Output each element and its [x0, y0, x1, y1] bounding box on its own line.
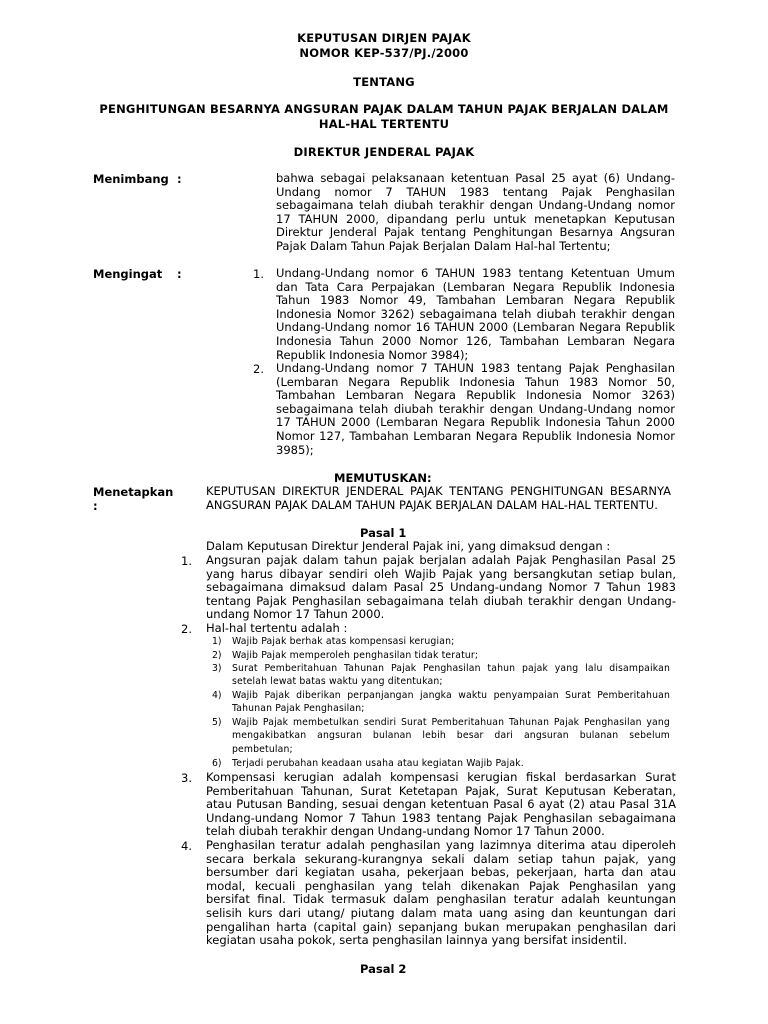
- header-title-line-1: PENGHITUNGAN BESARNYA ANGSURAN PAJAK DALAM TAHUN PAJAK BERJALAN DALAM: [99, 102, 669, 116]
- header-line-2: NOMOR KEP-537/PJ./2000: [299, 46, 469, 60]
- pasal-1-item-3-number: 3.: [181, 771, 192, 785]
- subitem-2-number: 2): [212, 650, 222, 661]
- subitem-4-number: 4): [212, 690, 222, 701]
- subitem-3-text: Surat Pemberitahuan Tahunan Pajak Penghasilan tahun pajak yang lalu disampaikan setelah lewat batas waktu yang ditentukan;: [232, 663, 670, 688]
- menimbang-text: bahwa sebagai pelaksanaan ketentuan Pasal 25 ayat (6) Undang-Undang nomor 7 TAHUN 1983 tentang Pajak Penghasilan sebagaimana telah diubah terakhir dengan Undang-Undang nomor 17 TAHUN 2000, dipandang perlu untuk menetapkan Keputusan Direktur Jenderal Pajak tentang Penghitungan Besarnya Angsuran Pajak Dalam Tahun Pajak Berjalan Dalam Hal-hal Tertentu;: [276, 171, 675, 253]
- subitem-1-text: Wajib Pajak berhak atas kompensasi kerugian;: [232, 636, 455, 647]
- mengingat-item-2-number: 2.: [253, 362, 264, 376]
- pasal-1-title: Pasal 1: [360, 526, 407, 540]
- menetapkan-colon: :: [93, 499, 98, 513]
- header-title-line-2: HAL-HAL TERTENTU: [318, 117, 450, 131]
- header-tentang: TENTANG: [353, 75, 415, 89]
- menimbang-colon: :: [177, 172, 182, 186]
- subitem-4-text: Wajib Pajak diberikan perpanjangan jangka waktu penyampaian Surat Pemberitahuan Tahunan Pajak Penghasilan;: [232, 690, 670, 715]
- pasal-1-item-2-number: 2.: [181, 622, 192, 636]
- menetapkan-text: KEPUTUSAN DIREKTUR JENDERAL PAJAK TENTANG PENGHITUNGAN BESARNYA ANGSURAN PAJAK DALAM TAHUN PAJAK BERJALAN DALAM HAL-HAL TERTENTU.: [206, 484, 671, 512]
- subitem-1-number: 1): [212, 636, 222, 647]
- mengingat-colon: :: [177, 267, 182, 281]
- menetapkan-label: Menetapkan: [93, 485, 174, 499]
- subitem-2-text: Wajib Pajak memperoleh penghasilan tidak teratur;: [232, 650, 479, 661]
- header-official: DIREKTUR JENDERAL PAJAK: [293, 145, 475, 159]
- memutuskan-heading: MEMUTUSKAN:: [334, 471, 432, 485]
- pasal-1-item-3-text: Kompensasi kerugian adalah kompensasi kerugian fiskal berdasarkan Surat Pemberitahuan Tahunan, Surat Ketetapan Pajak, Surat Keputusan Keberatan, atau Putusan Banding, sesuai dengan ketentuan Pasal 6 ayat (2) atau Pasal 31A Undang-undang Nomor 7 Tahun 1983 tentang Pajak Penghasilan sebagaimana telah diubah terakhir dengan Undang-undang Nomor 17 Tahun 2000.: [206, 770, 676, 839]
- pasal-1-item-1-number: 1.: [181, 554, 192, 568]
- subitem-6-text: Terjadi perubahan keadaan usaha atau kegiatan Wajib Pajak.: [232, 758, 524, 769]
- menimbang-label: Menimbang: [93, 172, 169, 186]
- pasal-1-item-4-text: Penghasilan teratur adalah penghasilan yang lazimnya diterima atau diperoleh secara berkala sekurang-kurangnya sekali dalam setiap tahun pajak, yang bersumber dari kegiatan usaha, pekerjaan bebas, pekerjaan, harta dan atau modal, kecuali penghasilan yang telah dikenakan Pajak Penghasilan yang bersifat final. Tidak termasuk dalam penghasilan teratur adalah keuntungan selisih kurs dari utang/ piutang dalam mata uang asing dan keuntungan dari pengalihan harta (capital gain) sepanjang bukan merupakan penghasilan dari kegiatan usaha pokok, serta penghasilan lainnya yang bersifat insidentil.: [206, 838, 676, 948]
- header-line-1: KEPUTUSAN DIRJEN PAJAK: [297, 31, 471, 45]
- mengingat-label: Mengingat: [93, 267, 163, 281]
- subitem-5-text: Wajib Pajak membetulkan sendiri Surat Pemberitahuan Tahunan Pajak Penghasilan yang mengakibatkan angsuran bulanan lebih besar dari angsuran bulanan sebelum pembetulan;: [232, 717, 670, 755]
- mengingat-item-1-number: 1.: [253, 267, 264, 281]
- pasal-1-item-1-text: Angsuran pajak dalam tahun pajak berjalan adalah Pajak Penghasilan Pasal 25 yang harus dibayar sendiri oleh Wajib Pajak yang bersangkutan setiap bulan, sebagaimana dimaksud dalam Pasal 25 Undang-undang Nomor 7 Tahun 1983 tentang Pajak Penghasilan sebagaimana telah diubah terakhir dengan Undang-undang Nomor 17 Tahun 2000.: [206, 553, 676, 622]
- pasal-1-item-4-number: 4.: [181, 839, 192, 853]
- pasal-1-item-2-text: Hal-hal tertentu adalah :: [206, 621, 348, 635]
- pasal-2-title: Pasal 2: [360, 962, 407, 976]
- subitem-6-number: 6): [212, 758, 222, 769]
- pasal-1-intro: Dalam Keputusan Direktur Jenderal Pajak ini, yang dimaksud dengan :: [206, 539, 611, 553]
- subitem-5-number: 5): [212, 717, 222, 728]
- subitem-3-number: 3): [212, 663, 222, 674]
- mengingat-item-1-text: Undang-Undang nomor 6 TAHUN 1983 tentang Ketentuan Umum dan Tata Cara Perpajakan (Lembaran Negara Republik Indonesia Tahun 1983 Nomor 49, Tambahan Lembaran Negara Republik Indonesia Nomor 3262) sebagaimana telah diubah terakhir dengan Undang-Undang nomor 16 TAHUN 2000 (Lembaran Negara Republik Indonesia Tahun 2000 Nomor 126, Tambahan Lembaran Negara Republik Indonesia Nomor 3984);: [276, 266, 675, 362]
- mengingat-item-2-text: Undang-Undang nomor 7 TAHUN 1983 tentang Pajak Penghasilan (Lembaran Negara Republik Indonesia Tahun 1983 Nomor 50, Tambahan Lembaran Negara Republik Indonesia Nomor 3263) sebagaimana telah diubah terakhir dengan Undang-Undang nomor 17 TAHUN 2000 (Lembaran Negara Republik Indonesia Tahun 2000 Nomor 127, Tambahan Lembaran Negara Republik Indonesia Nomor 3985);: [276, 361, 675, 457]
